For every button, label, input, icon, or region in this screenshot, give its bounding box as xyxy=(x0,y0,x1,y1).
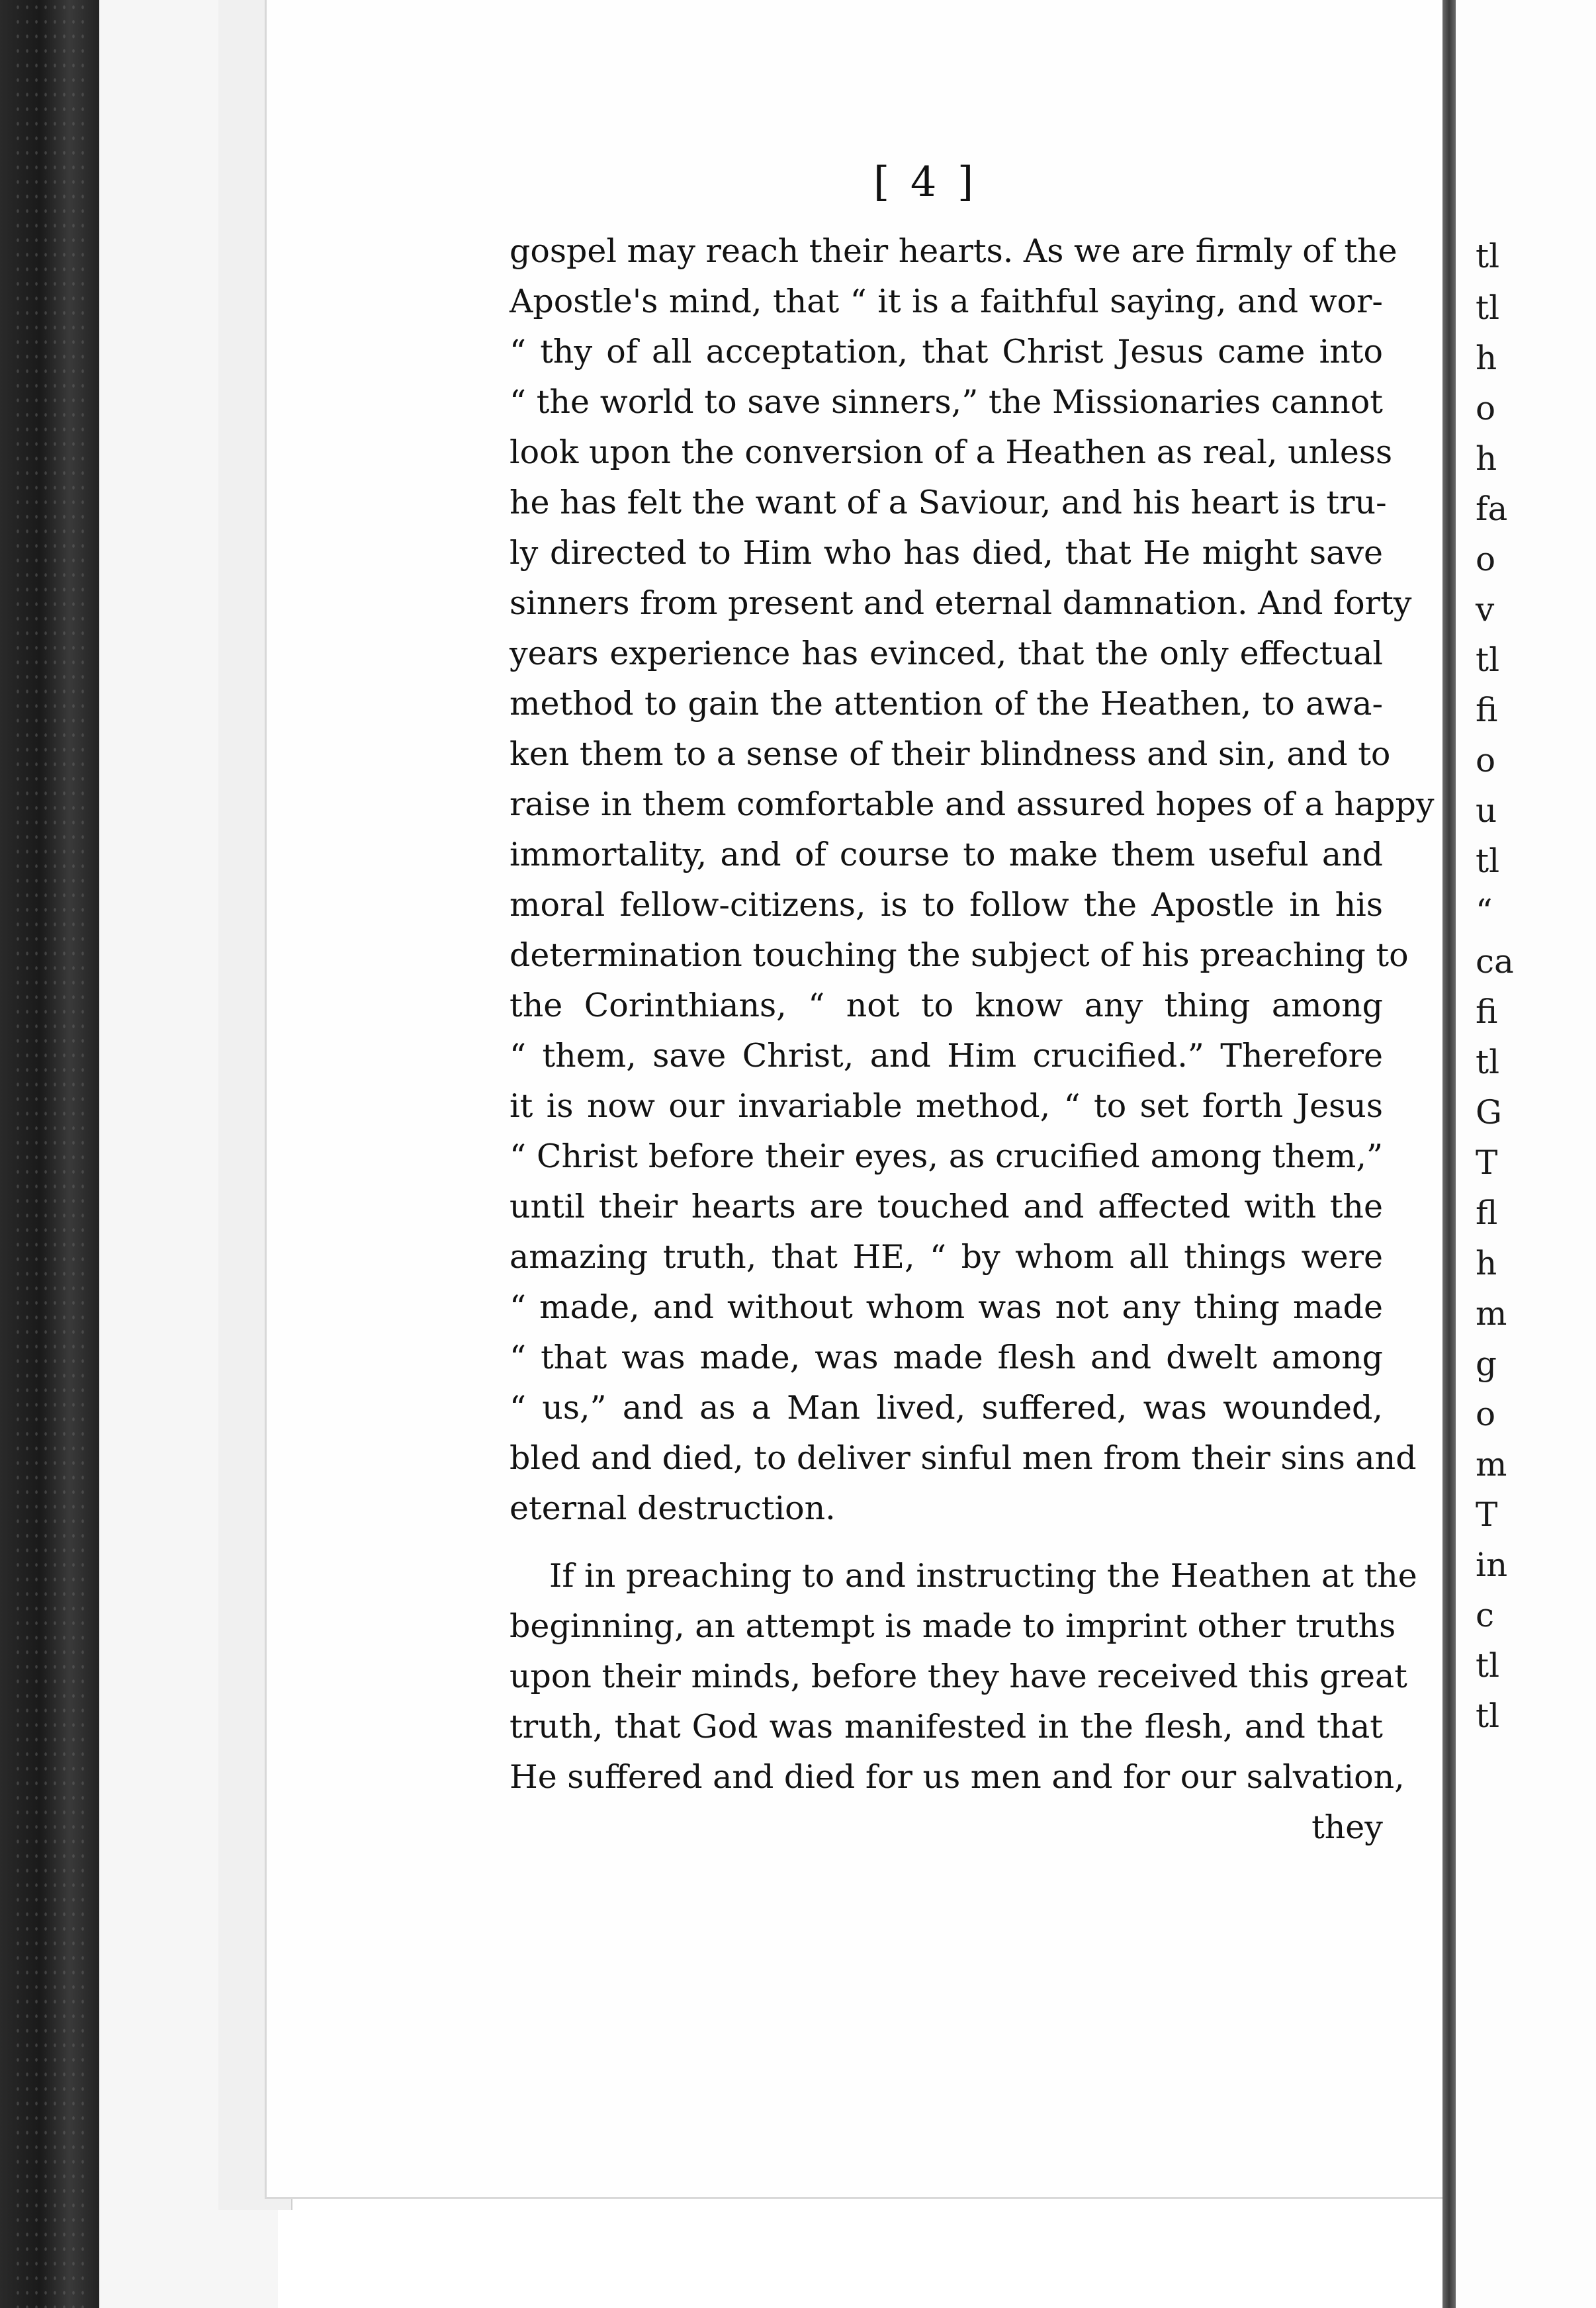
facing-page-fragment: c xyxy=(1476,1596,1495,1634)
facing-page-fragment: fl xyxy=(1476,1194,1498,1232)
book-gutter xyxy=(1442,0,1456,2308)
catchword: they xyxy=(1311,1808,1383,1846)
text-line: look upon the conversion of a Heathen as real, unless xyxy=(510,433,1393,471)
facing-page-edge xyxy=(1456,0,1596,2308)
text-line: “ thy of all acceptation, that Christ Jesus came into xyxy=(510,333,1383,371)
text-line: “ the world to save sinners,” the Missionaries cannot xyxy=(510,383,1383,421)
facing-page-fragment: o xyxy=(1476,1395,1496,1433)
text-line: he has felt the want of a Saviour, and his heart is tru- xyxy=(510,484,1387,521)
facing-page-fragment: o xyxy=(1476,741,1496,779)
facing-page-fragment: tl xyxy=(1476,1697,1500,1735)
text-line: until their hearts are touched and affected with the xyxy=(510,1188,1383,1225)
facing-page-fragment: tl xyxy=(1476,237,1500,275)
text-line: amazing truth, that HE, “ by whom all things were xyxy=(510,1238,1383,1276)
facing-page-fragment: T xyxy=(1476,1143,1498,1182)
text-line: it is now our invariable method, “ to set forth Jesus xyxy=(510,1087,1383,1125)
text-line: sinners from present and eternal damnation. And forty xyxy=(510,584,1412,622)
facing-page-fragment: o xyxy=(1476,389,1496,427)
facing-page-fragment: m xyxy=(1476,1445,1507,1484)
text-line: raise in them comfortable and assured hopes of a happy xyxy=(510,785,1435,823)
facing-page-fragment: fi xyxy=(1476,993,1498,1031)
text-line: He suffered and died for us men and for our salvation, xyxy=(510,1758,1405,1796)
facing-page-fragment: tl xyxy=(1476,842,1500,880)
facing-page-fragment: ca xyxy=(1476,942,1514,981)
facing-page-fragment: o xyxy=(1476,540,1496,578)
facing-page-fragment: h xyxy=(1476,439,1497,478)
text-line: eternal destruction. xyxy=(510,1489,836,1527)
text-line: “ them, save Christ, and Him crucified.” Therefore xyxy=(510,1037,1383,1075)
text-line: moral fellow-citizens, is to follow the Apostle in his xyxy=(510,886,1383,924)
page-number: [ 4 ] xyxy=(873,157,978,206)
text-line: “ Christ before their eyes, as crucified among them,” xyxy=(510,1137,1383,1175)
facing-page-fragment: fa xyxy=(1476,490,1508,528)
text-line: Apostle's mind, that “ it is a faithful saying, and wor- xyxy=(510,283,1383,320)
facing-page-fragment: tl xyxy=(1476,1646,1500,1685)
text-line: “ that was made, was made flesh and dwelt among xyxy=(510,1339,1383,1376)
facing-page-fragment: h xyxy=(1476,1244,1497,1282)
text-line: ken them to a sense of their blindness and sin, and to xyxy=(510,735,1391,773)
text-line: gospel may reach their hearts. As we are firmly of the xyxy=(510,232,1397,270)
text-line: “ us,” and as a Man lived, suffered, was wounded, xyxy=(510,1389,1383,1427)
facing-page-fragment: h xyxy=(1476,339,1497,377)
facing-page-fragment: m xyxy=(1476,1294,1507,1333)
text-line: upon their minds, before they have received this great xyxy=(510,1658,1407,1695)
book-cover-edge xyxy=(0,0,99,2308)
text-line: If in preaching to and instructing the Heathen at the xyxy=(549,1557,1417,1595)
text-line: immortality, and of course to make them useful and xyxy=(510,836,1383,873)
text-line: truth, that God was manifested in the flesh, and that xyxy=(510,1708,1383,1746)
text-line: the Corinthians, “ not to know any thing among xyxy=(510,987,1383,1024)
facing-page-fragment: in xyxy=(1476,1546,1508,1584)
facing-page-fragment: fi xyxy=(1476,691,1498,729)
cover-texture xyxy=(13,0,86,2308)
facing-page-fragment: tl xyxy=(1476,1043,1500,1081)
facing-page-fragment: tl xyxy=(1476,641,1500,679)
facing-page-fragment: G xyxy=(1476,1093,1502,1132)
text-line: ly directed to Him who has died, that He might save xyxy=(510,534,1383,572)
text-line: beginning, an attempt is made to imprint other truths xyxy=(510,1607,1396,1645)
facing-page-fragment: tl xyxy=(1476,288,1500,327)
facing-page-fragment: “ xyxy=(1476,892,1493,930)
text-line: bled and died, to deliver sinful men from their sins and xyxy=(510,1439,1417,1477)
facing-page-fragment: g xyxy=(1476,1345,1497,1383)
text-line: method to gain the attention of the Heathen, to awa- xyxy=(510,685,1383,723)
facing-page-fragment: T xyxy=(1476,1495,1498,1534)
text-line: years experience has evinced, that the only effectual xyxy=(510,635,1383,672)
facing-page-fragment: u xyxy=(1476,791,1497,830)
text-line: determination touching the subject of his preaching to xyxy=(510,936,1409,974)
text-line: “ made, and without whom was not any thing made xyxy=(510,1288,1383,1326)
facing-page-fragment: v xyxy=(1476,590,1495,629)
